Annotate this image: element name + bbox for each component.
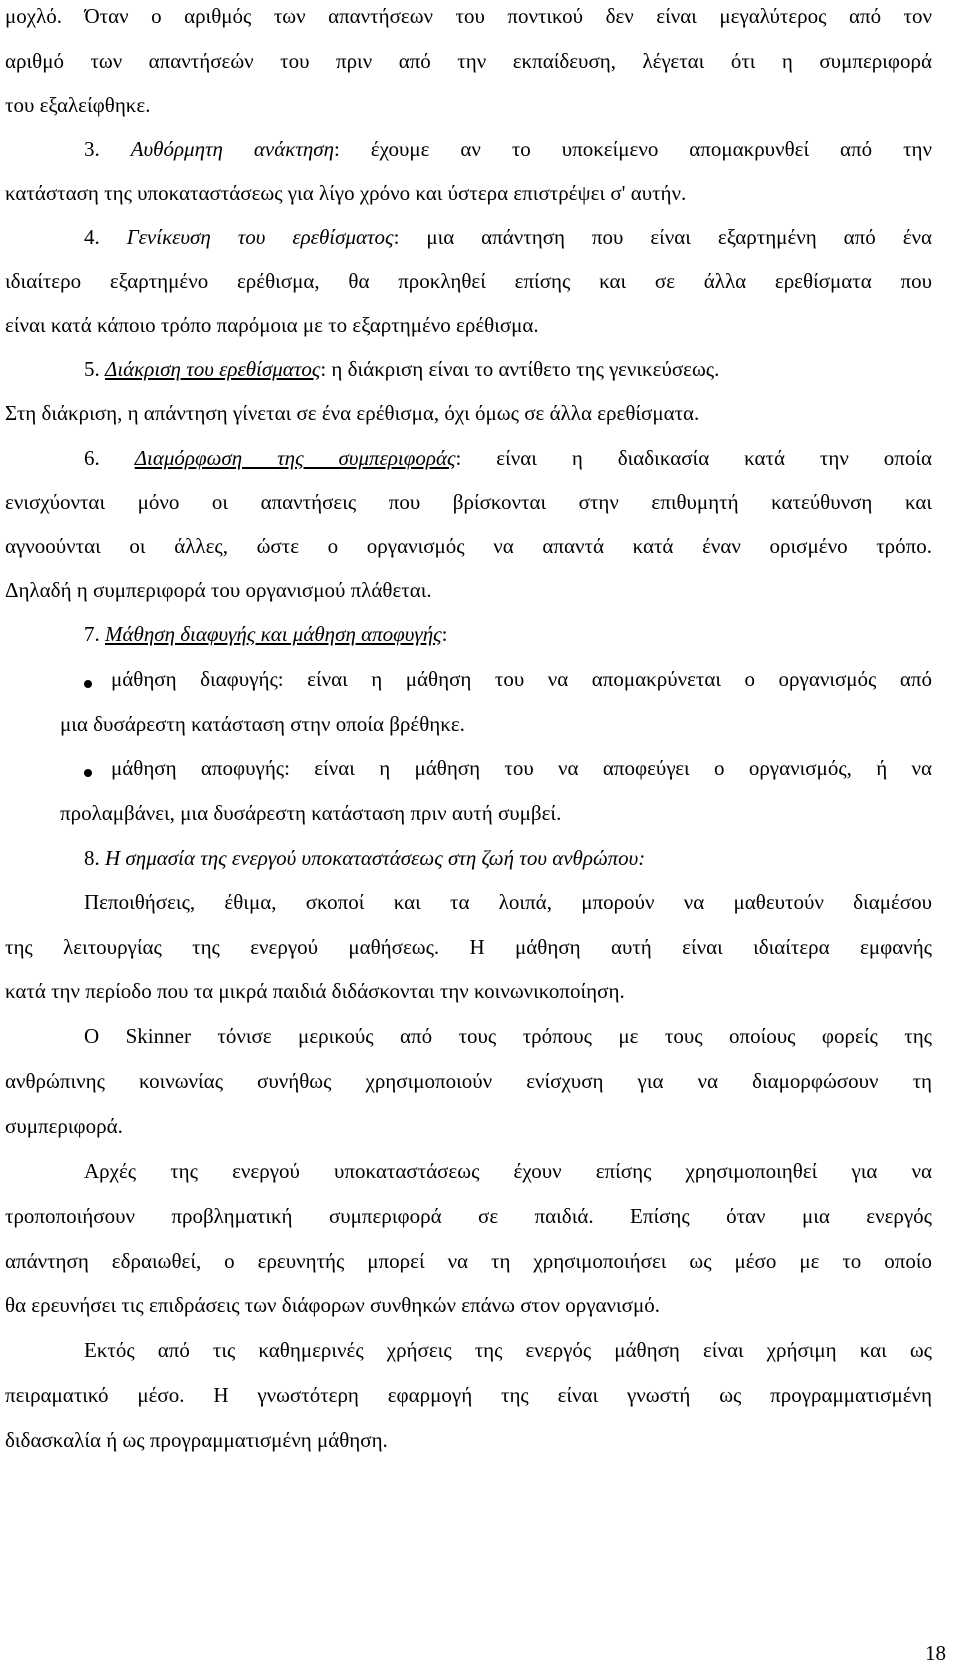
text-line: κατάσταση της υποκαταστάσεως για λίγο χρόνο και ύστερα επιστρέψει σ' αυτήν. [5, 181, 687, 205]
bullet-line: προλαμβάνει, μια δυσάρεστη κατάσταση πριν αυτή συμβεί. [60, 801, 562, 825]
paragraph-line: κατά την περίοδο που τα μικρά παιδιά διδάσκονται την κοινωνικοποίηση. [5, 979, 625, 1003]
paragraph-line: ανθρώπινης κοινωνίας συνήθως χρησιμοποιούν ενίσχυση για να διαμορφώσουν τη [5, 1069, 932, 1093]
paragraph-line: Ο Skinner τόνισε μερικούς από τους τρόπους με τους οποίους φορείς της [84, 1024, 932, 1048]
paragraph-line: τροποποιήσουν προβληματική συμπεριφορά σε παιδιά. Επίσης όταν μια ενεργός [5, 1204, 932, 1228]
text-line: αγνοούνται οι άλλες, ώστε ο οργανισμός να απαντά κατά έναν ορισμένο τρόπο. [5, 534, 932, 558]
bullet-icon [84, 769, 92, 777]
paragraph-line: της λειτουργίας της ενεργού μαθήσεως. Η μάθηση αυτή είναι ιδιαίτερα εμφανής [5, 935, 932, 959]
bullet-line: μάθηση διαφυγής: είναι η μάθηση του να απομακρύνεται ο οργανισμός από [111, 667, 932, 691]
item-number: 6. [84, 446, 100, 470]
bullet-icon [84, 680, 92, 688]
list-item-3 [84, 136, 932, 162]
paragraph-line: διδασκαλία ή ως προγραμματισμένη μάθηση. [5, 1428, 388, 1452]
paragraph-line: Αρχές της ενεργού υποκαταστάσεως έχουν επίσης χρησιμοποιηθεί για να [84, 1159, 932, 1183]
item-term: Η σημασία της ενεργού υποκαταστάσεως στη ζωή του ανθρώπου: [105, 846, 646, 870]
paragraph-line: πειραματικό μέσο. Η γνωστότερη εφαρμογή της είναι γνωστή ως προγραμματισμένη [5, 1383, 932, 1407]
list-item-7 [84, 621, 447, 647]
text-line: του εξαλείφθηκε. [5, 93, 151, 117]
bullet-line: μια δυσάρεστη κατάσταση στην οποία βρέθηκε. [60, 712, 465, 736]
item-term: Διαμόρφωση της συμπεριφοράς [134, 446, 456, 470]
item-text: : είναι η διαδικασία κατά την οποία [455, 446, 932, 470]
item-number: 4. [84, 225, 100, 249]
text-line: ιδιαίτερο εξαρτημένο ερέθισμα, θα προκληθεί επίσης και σε άλλα ερεθίσματα που [5, 269, 932, 293]
list-item-6 [84, 445, 932, 471]
list-item-8 [84, 845, 645, 871]
item-text: : έχουμε αν το υποκείμενο απομακρυνθεί από την [334, 137, 932, 161]
text-line: μοχλό. Όταν ο αριθμός των απαντήσεων του ποντικού δεν είναι μεγαλύτερος από τον [5, 4, 932, 28]
list-item-5 [84, 356, 719, 382]
paragraph-line: απάντηση εδραιωθεί, ο ερευνητής μπορεί να τη χρησιμοποιήσει ως μέσο με το οποίο [5, 1249, 932, 1273]
text-line: αριθμό των απαντήσεών του πριν από την εκπαίδευση, λέγεται ότι η συμπεριφορά [5, 49, 932, 73]
item-number: 5. [84, 357, 100, 381]
paragraph-line: Εκτός από τις καθημερινές χρήσεις της ενεργός μάθηση είναι χρήσιμη και ως [84, 1338, 932, 1362]
bullet-line: μάθηση αποφυγής: είναι η μάθηση του να αποφεύγει ο οργανισμός, ή να [111, 756, 932, 780]
text-line: ενισχύονται μόνο οι απαντήσεις που βρίσκονται στην επιθυμητή κατεύθυνση και [5, 490, 932, 514]
item-term: Διάκριση του ερεθίσματος [105, 357, 321, 381]
text-line: Δηλαδή η συμπεριφορά του οργανισμού πλάθεται. [5, 578, 432, 602]
text-line: είναι κατά κάποιο τρόπο παρόμοια με το εξαρτημένο ερέθισμα. [5, 313, 539, 337]
item-text: : μια απάντηση που είναι εξαρτημένη από ένα [393, 225, 933, 249]
item-number: 3. [84, 137, 100, 161]
item-text: : [441, 622, 448, 646]
text-line: Στη διάκριση, η απάντηση γίνεται σε ένα ερέθισμα, όχι όμως σε άλλα ερεθίσματα. [5, 401, 700, 425]
paragraph-line: Πεποιθήσεις, έθιμα, σκοποί και τα λοιπά, μπορούν να μαθευτούν διαμέσου [84, 890, 932, 914]
paragraph-line: θα ερευνήσει τις επιδράσεις των διάφορων συνθηκών επάνω στον οργανισμό. [5, 1293, 660, 1317]
item-term: Μάθηση διαφυγής και μάθηση αποφυγής [105, 622, 442, 646]
list-item-4 [84, 224, 932, 250]
item-term: Γενίκευση του ερεθίσματος [126, 225, 394, 249]
paragraph-line: συμπεριφορά. [5, 1114, 123, 1138]
item-term: Αυθόρμητη ανάκτηση [130, 137, 335, 161]
item-number: 7. [84, 622, 100, 646]
page-number: 18 [925, 1641, 946, 1665]
item-text: : η διάκριση είναι το αντίθετο της γενικεύσεως. [320, 357, 720, 381]
item-number: 8. [84, 846, 100, 870]
